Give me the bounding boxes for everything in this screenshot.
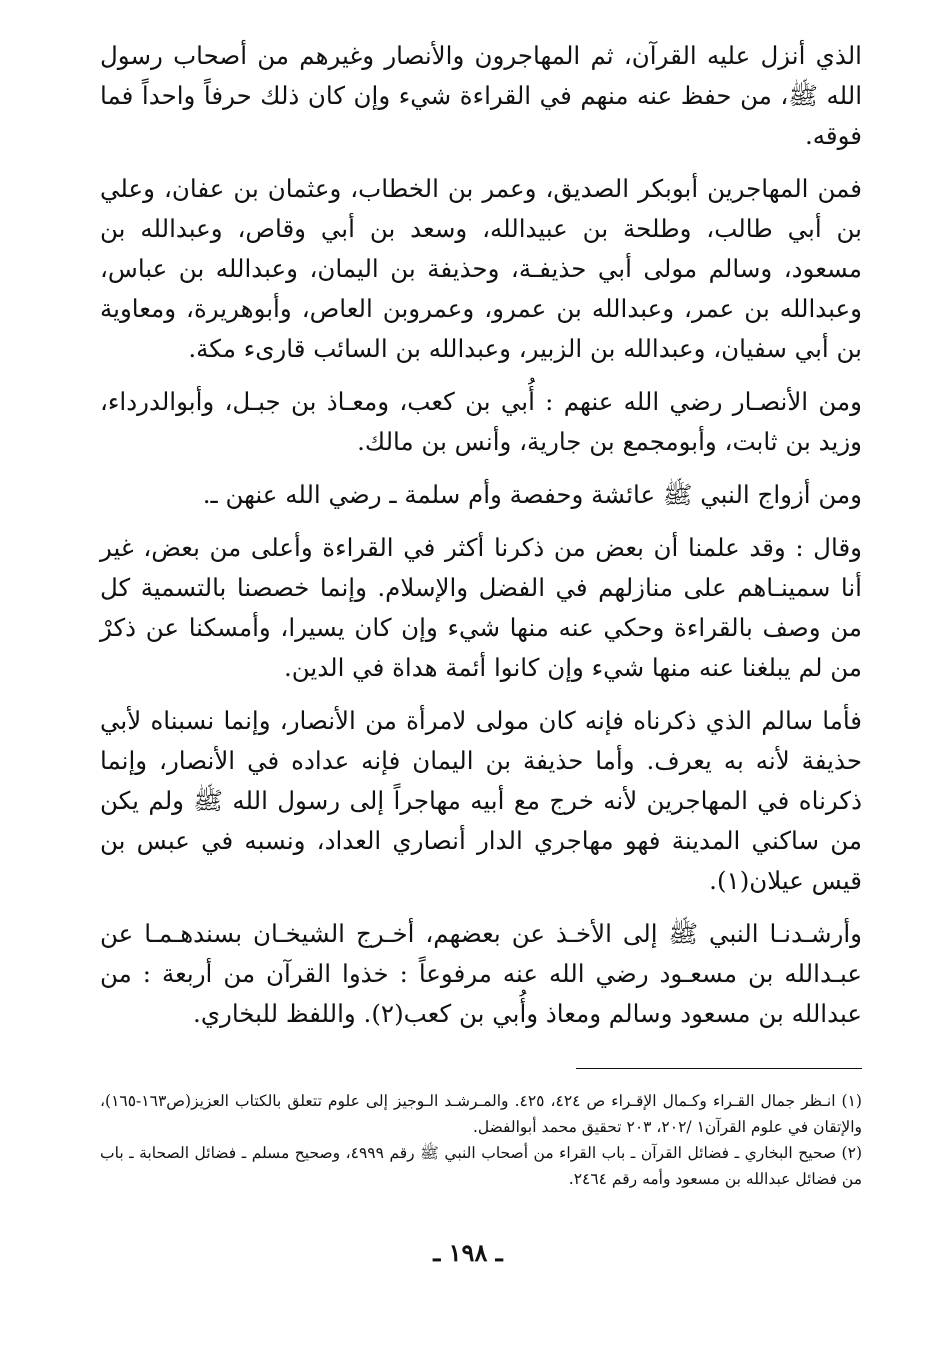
footnote-2: (٢) صحيح البخاري ـ فضائل القرآن ـ باب القراء من أصحاب النبي ﷺ رقم ٤٩٩٩، وصحيح مسلم ـ فضائل الصحابة ـ باب من فضائل عبدالله بن مسعود وأمه رقم ٢٤٦٤. [100,1144,862,1188]
main-text [100,36,862,1047]
footnote-divider [576,1068,862,1069]
paragraph-salim-hudhayfa: فأما سالم الذي ذكرناه فإنه كان مولى لامرأة من الأنصار، وإنما نسبناه لأبي حذيفة لأنه به يعرف. وأما حذيفة بن اليمان فإنه عداده في الأنصار، وإنما ذكرناه في المهاجرين لأنه خرج مع أبيه مهاجراً إلى رسول الله ﷺ ولم يكن من ساكني المدينة فهو مهاجري الدار أنصاري العداد، ونسبه في عبس بن قيس عيلان(١). [100,706,862,895]
paragraph-companions-intro: الذي أنزل عليه القرآن، ثم المهاجرون والأنصار وغيرهم من أصحاب رسول الله ﷺ، من حفظ عنه منهم في القراءة شيء وإن كان ذلك حرفاً واحداً فما فوقه. [100,41,862,150]
paragraph-naming-note: وقال : وقد علمنا أن بعض من ذكرنا أكثر في القراءة وأعلى من بعض، غير أنا سمينـاهم على منازلهم في الفضل والإسلام. وإنما خصصنا بالتسمية كل من وصف بالقراءة وحكي عنه منها شيء وإن كان يسيرا، وأمسكنا عن ذكرْ من لم يبلغنا عنه منها شيء وإن كانوا أئمة هداة في الدين. [100,533,862,682]
footnotes [100,1088,862,1192]
footnote-1: (١) انـظر جمال القـراء وكـمال الإقـراء ص ٤٢٤، ٤٢٥. والمـرشـد الـوجيز إلى علوم تتعلق بالكتاب العزيز(ص١٦٣-١٦٥)، والإتقان في علوم القرآن١ /٢٠٢، ٢٠٣ تحقيق محمد أبوالفضل. [100,1092,862,1136]
paragraph-wives: ومن أزواج النبي ﷺ عائشة وحفصة وأم سلمة ـ رضي الله عنهن ـ. [202,480,862,509]
paragraph-muhajirin: فمن المهاجرين أبوبكر الصديق، وعمر بن الخطاب، وعثمان بن عفان، وعلي بن أبي طالب، وطلحة بن عبيدالله، وسعد بن أبي وقاص، وعبدالله بن مسعود، وسالم مولى أبي حذيفـة، وحذيفة بن اليمان، وعبدالله بن عباس، وعبدالله بن عمر، وعبدالله بن عمرو، وعمروبن العاص، وأبوهريرة، ومعاوية بن أبي سفيان، وعبدالله بن الزبير، وعبدالله بن السائب قارىء مكة. [100,174,862,363]
paragraph-ansar: ومن الأنصـار رضي الله عنهم : أُبي بن كعب، ومعـاذ بن جبـل، وأبوالدرداء، وزيد بن ثابت، وأبومجمع بن جارية، وأنس بن مالك. [100,387,862,456]
page-number: ـ ١٩٨ ـ [433,1238,503,1267]
paragraph-hadith: وأرشـدنـا النبي ﷺ إلى الأخـذ عن بعضهم، أخـرج الشيخـان بسندهـمـا عن عبـدالله بن مسعـود رضي الله عنه مرفوعاً : خذوا القرآن من أربعة : من عبدالله بن مسعود وسالم ومعاذ وأُبي بن كعب(٢). واللفظ للبخاري. [100,919,862,1028]
